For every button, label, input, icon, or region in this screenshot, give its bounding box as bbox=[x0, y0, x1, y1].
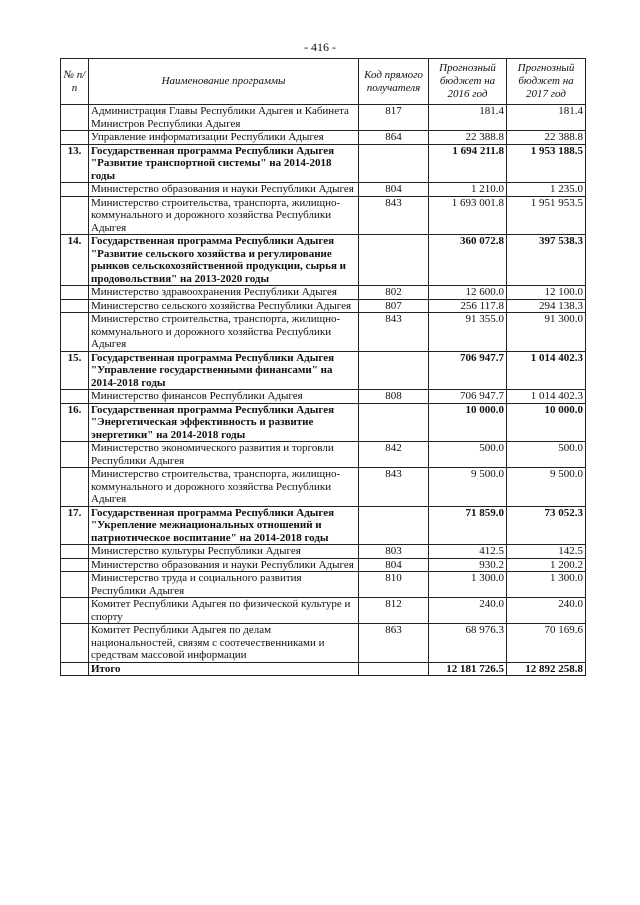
recipient-code-cell: 843 bbox=[359, 196, 429, 235]
budget-2017-cell: 1 014 402.3 bbox=[507, 351, 586, 390]
row-number-cell bbox=[61, 442, 89, 468]
budget-2016-cell: 9 500.0 bbox=[429, 468, 507, 507]
recipient-code-cell: 842 bbox=[359, 442, 429, 468]
program-name-cell: Министерство образования и науки Республики Адыгея bbox=[89, 558, 359, 572]
row-number-cell bbox=[61, 598, 89, 624]
header-budget-2016: Прогнозный бюджет на 2016 год bbox=[429, 59, 507, 105]
budget-2017-cell: 1 953 188.5 bbox=[507, 144, 586, 183]
budget-2016-cell: 360 072.8 bbox=[429, 235, 507, 286]
program-row bbox=[61, 403, 586, 442]
budget-2016-cell: 1 300.0 bbox=[429, 572, 507, 598]
program-name-cell: Комитет Республики Адыгея по физической культуре и спорту bbox=[89, 598, 359, 624]
table-row bbox=[61, 558, 586, 572]
budget-2016-cell: 22 388.8 bbox=[429, 131, 507, 145]
recipient-code-cell: 803 bbox=[359, 545, 429, 559]
row-number-cell bbox=[61, 286, 89, 300]
recipient-code-cell: 817 bbox=[359, 105, 429, 131]
row-number-cell bbox=[61, 196, 89, 235]
recipient-code-cell bbox=[359, 506, 429, 545]
program-row bbox=[61, 506, 586, 545]
recipient-code-cell: 802 bbox=[359, 286, 429, 300]
table-row bbox=[61, 196, 586, 235]
budget-2017-cell: 397 538.3 bbox=[507, 235, 586, 286]
recipient-code-cell bbox=[359, 403, 429, 442]
table-row bbox=[61, 131, 586, 145]
program-name-cell: Министерство культуры Республики Адыгея bbox=[89, 545, 359, 559]
table-row bbox=[61, 624, 586, 663]
recipient-code-cell: 808 bbox=[359, 390, 429, 404]
program-name-cell: Министерство образования и науки Республики Адыгея bbox=[89, 183, 359, 197]
row-number-cell bbox=[61, 572, 89, 598]
program-name-cell: Государственная программа Республики Адыгея "Управление государственными финансами" на 2014-2018 годы bbox=[89, 351, 359, 390]
page-number: - 416 - bbox=[304, 40, 336, 54]
budget-2017-cell: 12 892 258.8 bbox=[507, 662, 586, 676]
budget-2017-cell: 1 951 953.5 bbox=[507, 196, 586, 235]
table-header-row bbox=[61, 59, 586, 105]
budget-2016-cell: 1 210.0 bbox=[429, 183, 507, 197]
budget-2017-cell: 142.5 bbox=[507, 545, 586, 559]
budget-2017-cell: 22 388.8 bbox=[507, 131, 586, 145]
row-number-cell bbox=[61, 558, 89, 572]
budget-2016-cell: 240.0 bbox=[429, 598, 507, 624]
program-name-cell: Управление информатизации Республики Адыгея bbox=[89, 131, 359, 145]
header-num: № п/п bbox=[61, 59, 89, 105]
budget-2017-cell: 181.4 bbox=[507, 105, 586, 131]
budget-2016-cell: 12 600.0 bbox=[429, 286, 507, 300]
budget-2017-cell: 12 100.0 bbox=[507, 286, 586, 300]
budget-2017-cell: 70 169.6 bbox=[507, 624, 586, 663]
budget-2016-cell: 71 859.0 bbox=[429, 506, 507, 545]
row-number-cell bbox=[61, 105, 89, 131]
header-name: Наименование программы bbox=[89, 59, 359, 105]
table-row bbox=[61, 545, 586, 559]
budget-2017-cell: 500.0 bbox=[507, 442, 586, 468]
program-name-cell: Комитет Республики Адыгея по делам национальностей, связям с соотечественниками и средствам массовой информации bbox=[89, 624, 359, 663]
recipient-code-cell bbox=[359, 144, 429, 183]
budget-2016-cell: 12 181 726.5 bbox=[429, 662, 507, 676]
budget-2017-cell: 240.0 bbox=[507, 598, 586, 624]
table-row bbox=[61, 442, 586, 468]
program-name-cell: Министерство труда и социального развития Республики Адыгея bbox=[89, 572, 359, 598]
budget-2016-cell: 412.5 bbox=[429, 545, 507, 559]
row-number-cell: 15. bbox=[61, 351, 89, 390]
program-name-cell: Министерство строительства, транспорта, жилищно-коммунального и дорожного хозяйства Республики Адыгея bbox=[89, 196, 359, 235]
budget-2016-cell: 10 000.0 bbox=[429, 403, 507, 442]
budget-2016-cell: 706 947.7 bbox=[429, 390, 507, 404]
program-name-cell: Государственная программа Республики Адыгея "Развитие сельского хозяйства и регулирование рынков сельскохозяйственной продукции, сырья и продовольствия" на 2013-2020 годы bbox=[89, 235, 359, 286]
row-number-cell: 17. bbox=[61, 506, 89, 545]
program-name-cell: Администрация Главы Республики Адыгея и Кабинета Министров Республики Адыгея bbox=[89, 105, 359, 131]
budget-2017-cell: 10 000.0 bbox=[507, 403, 586, 442]
row-number-cell bbox=[61, 545, 89, 559]
row-number-cell: 13. bbox=[61, 144, 89, 183]
budget-2016-cell: 91 355.0 bbox=[429, 313, 507, 352]
table-row bbox=[61, 313, 586, 352]
budget-2017-cell: 1 235.0 bbox=[507, 183, 586, 197]
row-number-cell bbox=[61, 662, 89, 676]
table-row bbox=[61, 286, 586, 300]
budget-2016-cell: 500.0 bbox=[429, 442, 507, 468]
program-row bbox=[61, 351, 586, 390]
budget-2017-cell: 1 300.0 bbox=[507, 572, 586, 598]
recipient-code-cell: 810 bbox=[359, 572, 429, 598]
recipient-code-cell: 864 bbox=[359, 131, 429, 145]
row-number-cell bbox=[61, 299, 89, 313]
table-body bbox=[61, 105, 586, 676]
budget-2017-cell: 91 300.0 bbox=[507, 313, 586, 352]
program-name-cell: Государственная программа Республики Адыгея "Энергетическая эффективность и развитие энергетики" на 2014-2018 годы bbox=[89, 403, 359, 442]
budget-2016-cell: 706 947.7 bbox=[429, 351, 507, 390]
program-name-cell: Министерство финансов Республики Адыгея bbox=[89, 390, 359, 404]
program-name-cell: Итого bbox=[89, 662, 359, 676]
budget-2016-cell: 1 694 211.8 bbox=[429, 144, 507, 183]
budget-2017-cell: 1 200.2 bbox=[507, 558, 586, 572]
recipient-code-cell: 807 bbox=[359, 299, 429, 313]
program-row bbox=[61, 235, 586, 286]
recipient-code-cell bbox=[359, 662, 429, 676]
recipient-code-cell: 812 bbox=[359, 598, 429, 624]
budget-2017-cell: 1 014 402.3 bbox=[507, 390, 586, 404]
budget-2016-cell: 930.2 bbox=[429, 558, 507, 572]
program-name-cell: Министерство здравоохранения Республики Адыгея bbox=[89, 286, 359, 300]
table-row bbox=[61, 390, 586, 404]
header-code: Код прямого получателя bbox=[359, 59, 429, 105]
table-row bbox=[61, 572, 586, 598]
budget-2016-cell: 68 976.3 bbox=[429, 624, 507, 663]
budget-2017-cell: 73 052.3 bbox=[507, 506, 586, 545]
program-name-cell: Министерство строительства, транспорта, жилищно-коммунального и дорожного хозяйства Республики Адыгея bbox=[89, 313, 359, 352]
budget-2016-cell: 256 117.8 bbox=[429, 299, 507, 313]
program-name-cell: Государственная программа Республики Адыгея "Укрепление межнациональных отношений и патриотическое воспитание" на 2014-2018 годы bbox=[89, 506, 359, 545]
program-name-cell: Министерство строительства, транспорта, жилищно-коммунального и дорожного хозяйства Республики Адыгея bbox=[89, 468, 359, 507]
recipient-code-cell: 843 bbox=[359, 468, 429, 507]
row-number-cell bbox=[61, 390, 89, 404]
program-row bbox=[61, 144, 586, 183]
budget-2016-cell: 181.4 bbox=[429, 105, 507, 131]
row-number-cell bbox=[61, 131, 89, 145]
row-number-cell bbox=[61, 313, 89, 352]
recipient-code-cell: 804 bbox=[359, 183, 429, 197]
row-number-cell bbox=[61, 468, 89, 507]
table-row bbox=[61, 299, 586, 313]
total-row bbox=[61, 662, 586, 676]
recipient-code-cell bbox=[359, 351, 429, 390]
budget-2017-cell: 294 138.3 bbox=[507, 299, 586, 313]
table-row bbox=[61, 468, 586, 507]
budget-2017-cell: 9 500.0 bbox=[507, 468, 586, 507]
program-name-cell: Государственная программа Республики Адыгея "Развитие транспортной системы" на 2014-2018 годы bbox=[89, 144, 359, 183]
table-row bbox=[61, 598, 586, 624]
budget-table bbox=[60, 58, 586, 676]
row-number-cell bbox=[61, 624, 89, 663]
table-row bbox=[61, 105, 586, 131]
table-row bbox=[61, 183, 586, 197]
recipient-code-cell bbox=[359, 235, 429, 286]
row-number-cell: 14. bbox=[61, 235, 89, 286]
header-budget-2017: Прогнозный бюджет на 2017 год bbox=[507, 59, 586, 105]
program-name-cell: Министерство сельского хозяйства Республики Адыгея bbox=[89, 299, 359, 313]
row-number-cell: 16. bbox=[61, 403, 89, 442]
budget-2016-cell: 1 693 001.8 bbox=[429, 196, 507, 235]
recipient-code-cell: 863 bbox=[359, 624, 429, 663]
program-name-cell: Министерство экономического развития и торговли Республики Адыгея bbox=[89, 442, 359, 468]
row-number-cell bbox=[61, 183, 89, 197]
recipient-code-cell: 804 bbox=[359, 558, 429, 572]
recipient-code-cell: 843 bbox=[359, 313, 429, 352]
